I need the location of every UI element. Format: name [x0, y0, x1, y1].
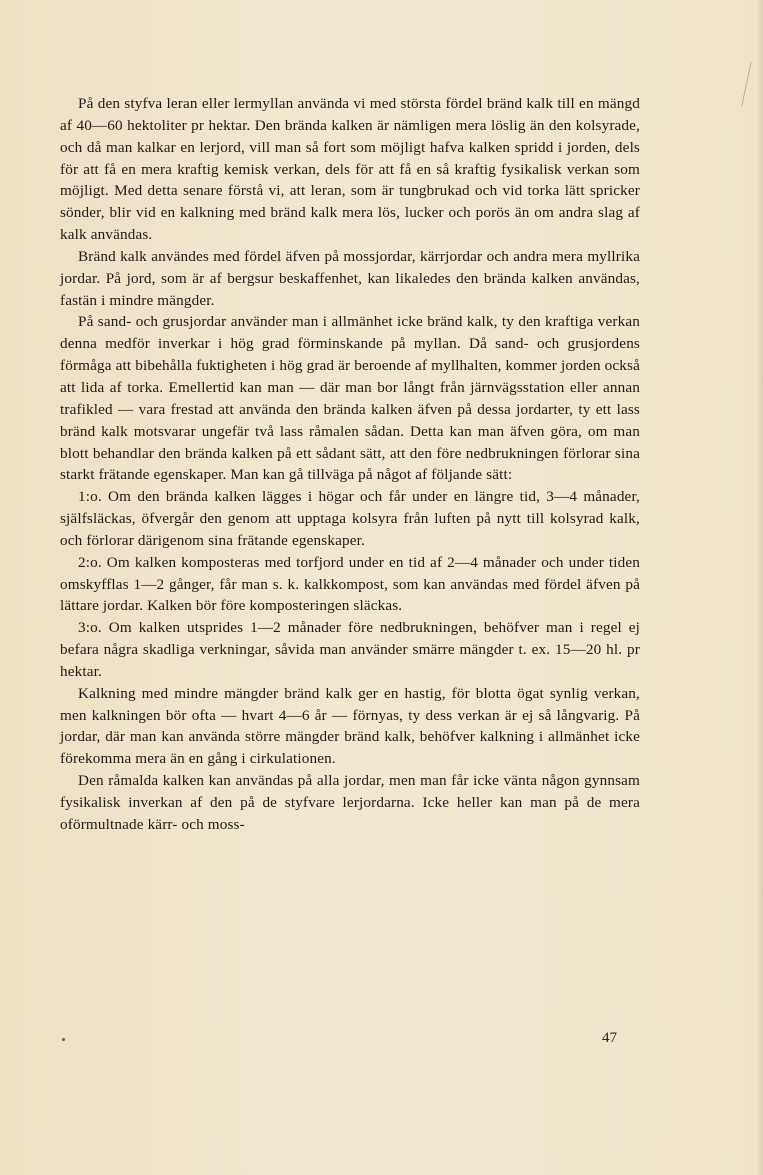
paragraph-8: Den råmalda kalken kan användas på alla jordar, men man får icke vänta någon gynnsam fysikalisk inverkan af den på de styfvare lerjordarna. Icke heller kan man på de mera oförmultnade kärr- och moss-	[60, 772, 640, 833]
paragraph-5: 2:o. Om kalken komposteras med torfjord under en tid af 2—4 månader och under tiden omskyfflas 1—2 gånger, får man s. k. kalkkompost, som kan användas med fördel äfven på lättare jordar. Kalken bör före komposteringen släckas.	[60, 553, 640, 615]
paragraph-2: Bränd kalk användes med fördel äfven på mossjordar, kärrjordar och andra mera myllrika jordar. På jord, som är af bergsur beskaffenhet, kan likaledes den brända kalken användas, fastän i mindre mängder.	[60, 247, 640, 309]
page-number: 47	[602, 1030, 617, 1046]
ink-dot	[62, 1038, 65, 1041]
paragraph-3: På sand- och grusjordar använder man i allmänhet icke bränd kalk, ty den kraftiga verkan denna medför inverkar i hög grad förminskande på myllan. Då sand- och grusjordens förmåga att bibehålla fuktigheten i hög grad är beroende af myllhalten, kommer jorden också att lida af torka. Emellertid kan man — där man bor långt från järnvägsstation eller annan trafikled — vara frestad att använda den brända kalken äfven på dessa jordarter, ty ett lass bränd kalk motsvarar ungefär två lass råmalen sådan. Detta kan man äfven göra, om man blott behandlar den brända kalken på ett sådant sätt, att den före nedbrukningen förlorar sina starkt frätande egenskaper. Man kan gå tillväga på något af följande sätt:	[60, 313, 640, 484]
paragraph-1: På den styfva leran eller lermyllan använda vi med största fördel bränd kalk till en mängd af 40—60 hektoliter pr hektar. Den brända kalken är nämligen mera löslig än den kolsyrade, och då man kalkar en lerjord, vill man så fort som möjligt hafva kalken spridd i jorden, dels för att få en mera kraftig kemisk verkan, dels för att få en så kraftig fysikalisk verkan som möjligt. Med detta senare förstå vi, att leran, som är tungbrukad och vid torka lätt spricker sönder, blir vid en kalkning med bränd kalk mera lös, lucker och porös än om andra slag af kalk användas.	[60, 95, 640, 244]
body-text	[60, 93, 640, 836]
paragraph-7: Kalkning med mindre mängder bränd kalk ger en hastig, för blotta ögat synlig verkan, men kalkningen bör ofta — hvart 4—6 år — förnyas, ty dess verkan är ej så långvarig. På jordar, där man kan använda större mängder bränd kalk, behöfver kalkning i allmänhet icke förekomma mera än en gång i cirkulationen.	[60, 684, 640, 768]
paragraph-4: 1:o. Om den brända kalken lägges i högar och får under en längre tid, 3—4 månader, själfsläckas, öfvergår den genom att upptaga kolsyra från luften på nytt till kolsyrad kalk, och förlorar därigenom sina frätande egenskaper.	[60, 488, 640, 549]
paragraph-6: 3:o. Om kalken utsprides 1—2 månader före nedbrukningen, behöfver man i regel ej befara några skadliga verkningar, såvida man använder smärre mängder t. ex. 15—20 hl. pr hektar.	[60, 619, 640, 680]
page-edge-shadow	[757, 0, 763, 1175]
